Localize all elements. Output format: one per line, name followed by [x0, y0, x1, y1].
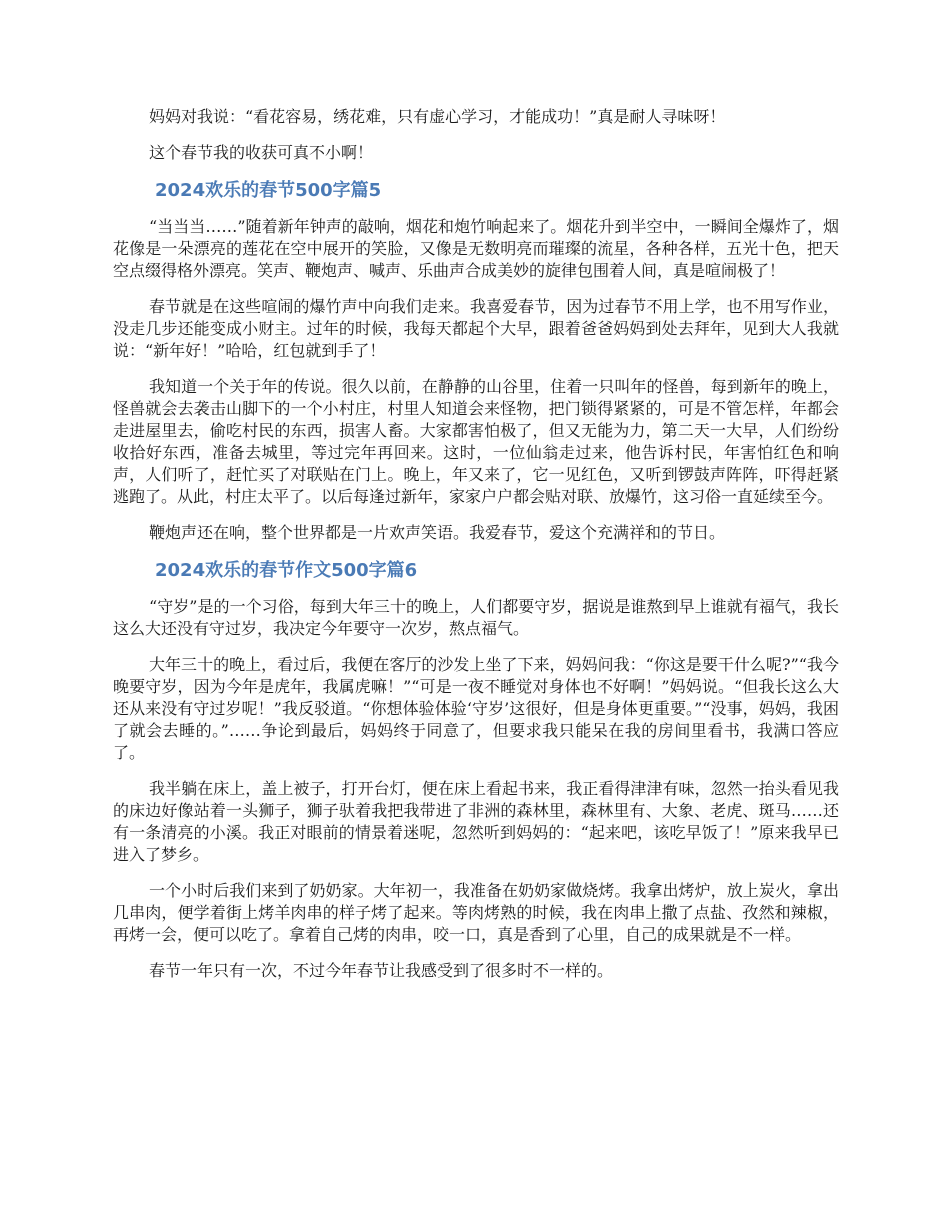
- paragraph: “当当当……”随着新年钟声的敲响，烟花和炮竹响起来了。烟花升到半空中，一瞬间全爆炸了，烟花像是一朵漂亮的莲花在空中展开的笑脸，又像是无数明亮而璀璨的流星，各种各样，五光十色，把天空点缀得格外漂亮。笑声、鞭炮声、喊声、乐曲声合成美妙的旋律包围着人间，真是喧闹极了！: [113, 217, 839, 280]
- paragraph: 我知道一个关于年的传说。很久以前，在静静的山谷里，住着一只叫年的怪兽，每到新年的晚上，怪兽就会去袭击山脚下的一个小村庄，村里人知道会来怪物，把门锁得紧紧的，可是不管怎样，年都会走进屋里去，偷吃村民的东西，损害人畜。大家都害怕极了，但又无能为力，第二天一大早，人们纷纷收拾好东西，准备去城里，等过完年再回来。这时，一位仙翁走过来，他告诉村民，年害怕红色和响声，人们听了，赶忙买了对联贴在门上。晚上，年又来了，它一见红色，又听到锣鼓声阵阵，吓得赶紧逃跑了。从此，村庄太平了。以后每逢过新年，家家户户都会贴对联、放爆竹，这习俗一直延续至今。: [113, 377, 839, 506]
- paragraph: 我半躺在床上，盖上被子，打开台灯，便在床上看起书来，我正看得津津有味，忽然一抬头看见我的床边好像站着一头狮子，狮子驮着我把我带进了非洲的森林里，森林里有、大象、老虎、斑马……还有一条清亮的小溪。我正对眼前的情景着迷呢，忽然听到妈妈的：“起来吧，该吃早饭了！”原来我早已进入了梦乡。: [113, 779, 839, 864]
- paragraph: 鞭炮声还在响，整个世界都是一片欢声笑语。我爱春节，爱这个充满祥和的节日。: [149, 523, 726, 542]
- paragraph: 这个春节我的收获可真不小啊！: [149, 143, 374, 162]
- paragraph: 一个小时后我们来到了奶奶家。大年初一，我准备在奶奶家做烧烤。我拿出烤炉，放上炭火，拿出几串肉，便学着街上烤羊肉串的样子烤了起来。等肉烤熟的时候，我在肉串上撒了点盐、孜然和辣椒，再烤一会，便可以吃了。拿着自己烤的肉串，咬一口，真是香到了心里，自己的成果就是不一样。: [113, 881, 839, 944]
- paragraph: 春节就是在这些喧闹的爆竹声中向我们走来。我喜爱春节，因为过春节不用上学，也不用写作业，没走几步还能变成小财主。过年的时候，我每天都起个大早，跟着爸爸妈妈到处去拜年，见到大人我就说：“新年好！”哈哈，红包就到手了！: [113, 297, 839, 360]
- paragraph: 妈妈对我说：“看花容易，绣花难，只有虚心学习，才能成功！”真是耐人寻味呀！: [149, 107, 726, 126]
- document-page: [113, 106, 839, 996]
- paragraph: 大年三十的晚上，看过后，我便在客厅的沙发上坐了下来，妈妈问我：“你这是要干什么呢?”“我今晚要守岁，因为今年是虎年，我属虎嘛！”“可是一夜不睡觉对身体也不好啊！”妈妈说。“但我长这么大还从来没有守过岁呢！”我反驳道。“你想体验体验‘守岁’这很好，但是身体更重要。”“没事，妈妈，我困了就会去睡的。”……争论到最后，妈妈终于同意了，但要求我只能呆在我的房间里看书，我满口答应了。: [113, 655, 839, 762]
- paragraph: “守岁”是的一个习俗，每到大年三十的晚上，人们都要守岁，据说是谁熬到早上谁就有福气，我长这么大还没有守过岁，我决定今年要守一次岁，熬点福气。: [113, 597, 839, 638]
- section-heading: 2024欢乐的春节500字篇5: [155, 180, 382, 201]
- paragraph: 春节一年只有一次，不过今年春节让我感受到了很多时不一样的。: [149, 961, 614, 980]
- section-heading: 2024欢乐的春节作文500字篇6: [155, 560, 418, 581]
